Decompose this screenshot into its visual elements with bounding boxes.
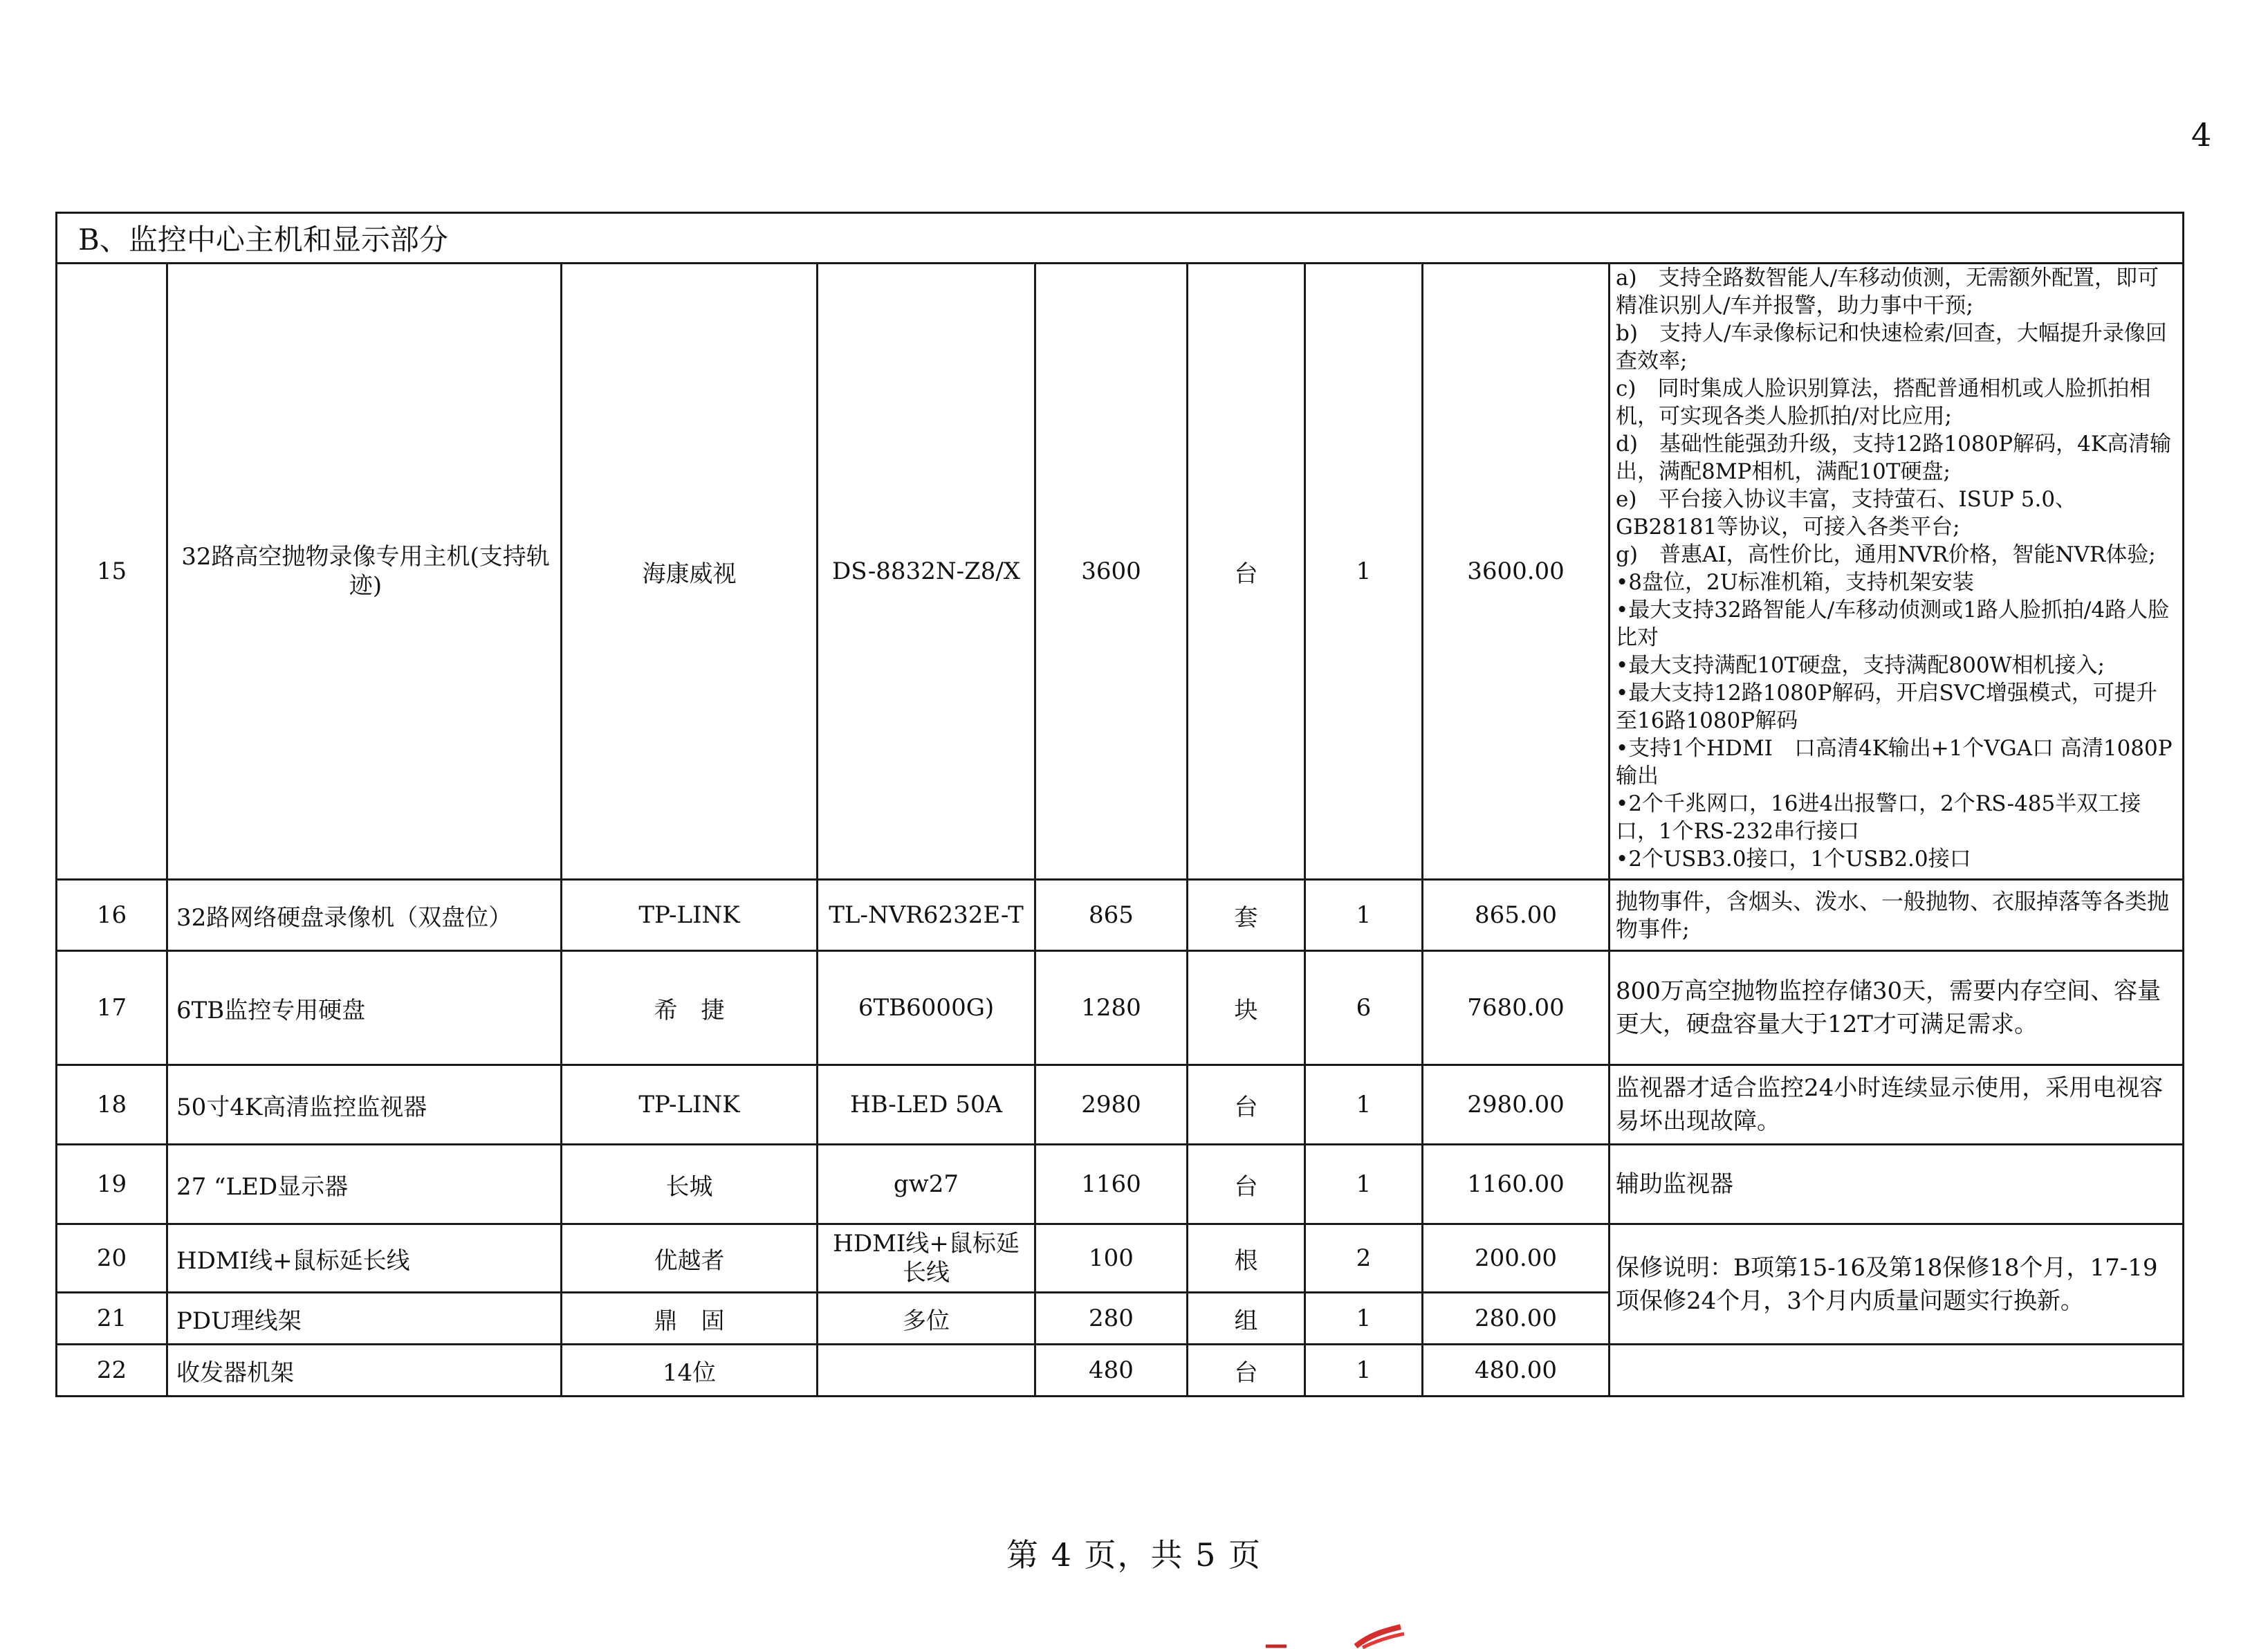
remark-line: •最大支持32路智能人/车移动侦测或1路人脸抓拍/4路人脸比对 <box>1616 598 2170 650</box>
brand: 优越者 <box>562 1224 818 1293</box>
remark-line: •最大支持满配10T硬盘，支持满配800W相机接入; <box>1616 653 2105 678</box>
item-name: 27 “LED显示器 <box>167 1145 562 1224</box>
remark-line: •2个USB3.0接口，1个USB2.0接口 <box>1616 847 1971 872</box>
amount: 200.00 <box>1423 1224 1610 1293</box>
amount: 865.00 <box>1423 880 1610 951</box>
unit: 块 <box>1188 951 1305 1065</box>
table-row <box>57 880 2184 951</box>
table-row <box>57 1145 2184 1224</box>
row-no: 20 <box>57 1224 167 1293</box>
table-row <box>57 1224 2184 1293</box>
model: DS-8832N-Z8/X <box>818 264 1035 880</box>
unit-price: 480 <box>1035 1345 1188 1397</box>
remark-list <box>1616 264 2177 873</box>
equipment-table <box>55 212 2184 1397</box>
row-no: 19 <box>57 1145 167 1224</box>
brand: 鼎 固 <box>562 1293 818 1345</box>
remark-cell <box>1610 264 2184 880</box>
remark-line: •最大支持12路1080P解码，开启SVC增强模式，可提升至16路1080P解码 <box>1616 681 2157 733</box>
quantity: 6 <box>1305 951 1423 1065</box>
remark-line: e) 平台接入协议丰富，支持萤石、ISUP 5.0、GB28181等协议，可接入各类平台; <box>1616 487 2077 540</box>
amount: 7680.00 <box>1423 951 1610 1065</box>
amount: 480.00 <box>1423 1345 1610 1397</box>
unit: 台 <box>1188 264 1305 880</box>
red-stamp-fragment <box>1259 1621 1411 1649</box>
unit: 套 <box>1188 880 1305 951</box>
remark: 800万高空抛物监控存储30天，需要内存空间、容量更大，硬盘容量大于12T才可满足需求。 <box>1610 951 2184 1065</box>
row-no: 17 <box>57 951 167 1065</box>
remark: 监视器才适合监控24小时连续显示使用，采用电视容易坏出现故障。 <box>1610 1065 2184 1145</box>
item-name: 50寸4K高清监控监视器 <box>167 1065 562 1145</box>
unit: 台 <box>1188 1065 1305 1145</box>
remark-empty <box>1610 1345 2184 1397</box>
unit: 台 <box>1188 1145 1305 1224</box>
model: HDMI线+鼠标延长线 <box>818 1224 1035 1293</box>
quantity: 1 <box>1305 1145 1423 1224</box>
row-no: 16 <box>57 880 167 951</box>
item-name: 6TB监控专用硬盘 <box>167 951 562 1065</box>
unit-price: 3600 <box>1035 264 1188 880</box>
row-no: 22 <box>57 1345 167 1397</box>
table-row <box>57 1065 2184 1145</box>
remark: 辅助监视器 <box>1610 1145 2184 1224</box>
quantity: 1 <box>1305 1345 1423 1397</box>
amount: 1160.00 <box>1423 1145 1610 1224</box>
remark-line: •支持1个HDMI 口高清4K输出+1个VGA口 高清1080P输出 <box>1616 736 2173 789</box>
unit-price: 1280 <box>1035 951 1188 1065</box>
unit: 组 <box>1188 1293 1305 1345</box>
brand: TP-LINK <box>562 1065 818 1145</box>
table-row <box>57 264 2184 880</box>
unit-price: 100 <box>1035 1224 1188 1293</box>
model: 6TB6000G) <box>818 951 1035 1065</box>
remark-line: d) 基础性能强劲升级，支持12路1080P解码，4K高清输出，满配8MP相机，满配10T硬盘; <box>1616 432 2172 484</box>
warranty-note: 保修说明：B项第15-16及第18保修18个月，17-19项保修24个月，3个月内质量问题实行换新。 <box>1610 1224 2184 1345</box>
item-name: 32路网络硬盘录像机（双盘位） <box>167 880 562 951</box>
brand: TP-LINK <box>562 880 818 951</box>
model: HB-LED 50A <box>818 1065 1035 1145</box>
quantity: 2 <box>1305 1224 1423 1293</box>
table-row <box>57 1345 2184 1397</box>
model: TL-NVR6232E-T <box>818 880 1035 951</box>
amount: 3600.00 <box>1423 264 1610 880</box>
row-no: 15 <box>57 264 167 880</box>
quantity: 1 <box>1305 1293 1423 1345</box>
item-name: 收发器机架 <box>167 1345 562 1397</box>
model: 多位 <box>818 1293 1035 1345</box>
row-no: 18 <box>57 1065 167 1145</box>
remark-line: a) 支持全路数智能人/车移动侦测，无需额外配置，即可精准识别人/车并报警，助力事中干预; <box>1616 266 2159 318</box>
quantity: 1 <box>1305 1065 1423 1145</box>
amount: 280.00 <box>1423 1293 1610 1345</box>
unit-price: 280 <box>1035 1293 1188 1345</box>
brand: 海康威视 <box>562 264 818 880</box>
unit: 根 <box>1188 1224 1305 1293</box>
unit-price: 1160 <box>1035 1145 1188 1224</box>
page-number: 4 <box>2191 116 2212 154</box>
quantity: 1 <box>1305 264 1423 880</box>
remark-line: c) 同时集成人脸识别算法，搭配普通相机或人脸抓拍相机，可实现各类人脸抓拍/对比应用; <box>1616 376 2151 429</box>
item-name: 32路高空抛物录像专用主机(支持轨迹) <box>167 264 562 880</box>
model: gw27 <box>818 1145 1035 1224</box>
unit-price: 2980 <box>1035 1065 1188 1145</box>
brand: 14位 <box>562 1345 818 1397</box>
page-footer: 第 4 页，共 5 页 <box>1006 1536 1262 1574</box>
unit: 台 <box>1188 1345 1305 1397</box>
model <box>818 1345 1035 1397</box>
remark-line: g) 普惠AI，高性价比，通用NVR价格，智能NVR体验; <box>1616 542 2156 567</box>
remark-line: b) 支持人/车录像标记和快速检索/回查，大幅提升录像回查效率; <box>1616 321 2167 374</box>
brand: 希 捷 <box>562 951 818 1065</box>
remark-line: •8盘位，2U标准机箱，支持机架安装 <box>1616 570 1974 595</box>
item-name: HDMI线+鼠标延长线 <box>167 1224 562 1293</box>
unit-price: 865 <box>1035 880 1188 951</box>
quantity: 1 <box>1305 880 1423 951</box>
row-no: 21 <box>57 1293 167 1345</box>
table-row <box>57 951 2184 1065</box>
remark-line: •2个千兆网口，16进4出报警口，2个RS-485半双工接口，1个RS-232串行接口 <box>1616 791 2141 844</box>
brand: 长城 <box>562 1145 818 1224</box>
item-name: PDU理线架 <box>167 1293 562 1345</box>
section-title: B、监控中心主机和显示部分 <box>57 213 2184 264</box>
amount: 2980.00 <box>1423 1065 1610 1145</box>
remark: 抛物事件，含烟头、泼水、一般抛物、衣服掉落等各类抛物事件; <box>1610 880 2184 951</box>
